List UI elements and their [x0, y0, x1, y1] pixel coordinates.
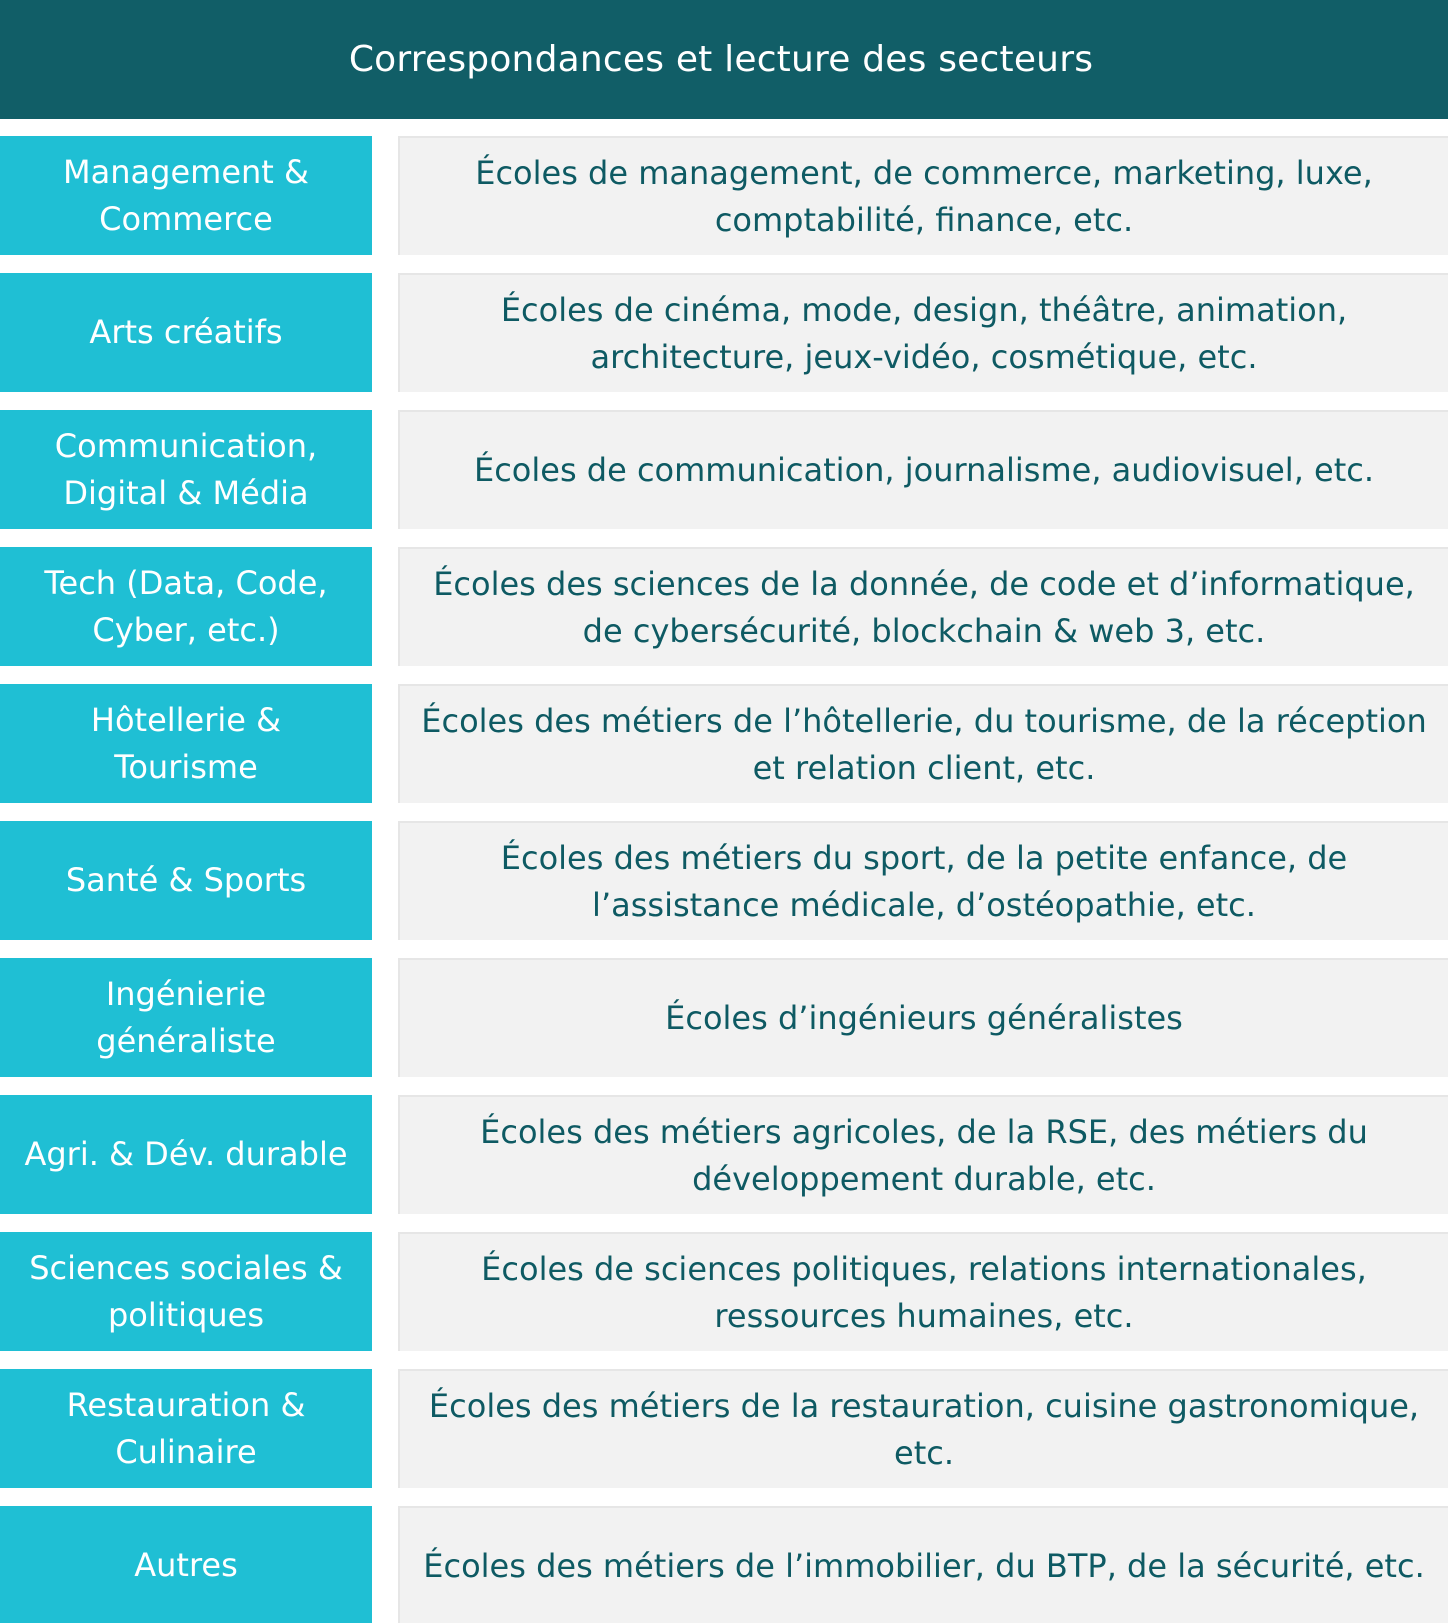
sector-label: Hôtellerie & Tourisme	[0, 684, 372, 803]
table-row	[0, 958, 1448, 1077]
sector-label: Management & Commerce	[0, 136, 372, 255]
table-row	[0, 1095, 1448, 1214]
sector-description: Écoles des métiers agricoles, de la RSE, des métiers du développement durable, etc.	[398, 1095, 1448, 1214]
sector-label: Sciences sociales & politiques	[0, 1232, 372, 1351]
sector-label: Autres	[0, 1506, 372, 1623]
table-row	[0, 410, 1448, 529]
sector-description: Écoles des métiers de l’hôtellerie, du tourisme, de la réception et relation client, etc.	[398, 684, 1448, 803]
sector-description: Écoles des sciences de la donnée, de code et d’informatique, de cybersécurité, blockchain & web 3, etc.	[398, 547, 1448, 666]
sector-description: Écoles des métiers du sport, de la petite enfance, de l’assistance médicale, d’ostéopathie, etc.	[398, 821, 1448, 940]
table-row	[0, 1506, 1448, 1623]
sector-label: Arts créatifs	[0, 273, 372, 392]
sector-label: Agri. & Dév. durable	[0, 1095, 372, 1214]
table-header	[0, 0, 1448, 119]
table-row	[0, 1232, 1448, 1351]
table-row	[0, 1369, 1448, 1488]
sector-label: Tech (Data, Code, Cyber, etc.)	[0, 547, 372, 666]
sector-label: Ingénierie généraliste	[0, 958, 372, 1077]
table-row	[0, 136, 1448, 255]
sector-label: Restauration & Culinaire	[0, 1369, 372, 1488]
sector-description: Écoles de management, de commerce, marketing, luxe, comptabilité, finance, etc.	[398, 136, 1448, 255]
table-row	[0, 547, 1448, 666]
sector-label: Santé & Sports	[0, 821, 372, 940]
sector-description: Écoles d’ingénieurs généralistes	[398, 958, 1448, 1077]
sector-description: Écoles des métiers de l’immobilier, du BTP, de la sécurité, etc.	[398, 1506, 1448, 1623]
table-row	[0, 684, 1448, 803]
sector-description: Écoles des métiers de la restauration, cuisine gastronomique, etc.	[398, 1369, 1448, 1488]
sector-description: Écoles de sciences politiques, relations internationales, ressources humaines, etc.	[398, 1232, 1448, 1351]
sector-description: Écoles de cinéma, mode, design, théâtre, animation, architecture, jeux-vidéo, cosmétique, etc.	[398, 273, 1448, 392]
sector-label: Communication, Digital & Média	[0, 410, 372, 529]
table-row	[0, 273, 1448, 392]
table-row	[0, 821, 1448, 940]
page-title: Correspondances et lecture des secteurs	[348, 39, 1094, 80]
sector-description: Écoles de communication, journalisme, audiovisuel, etc.	[398, 410, 1448, 529]
